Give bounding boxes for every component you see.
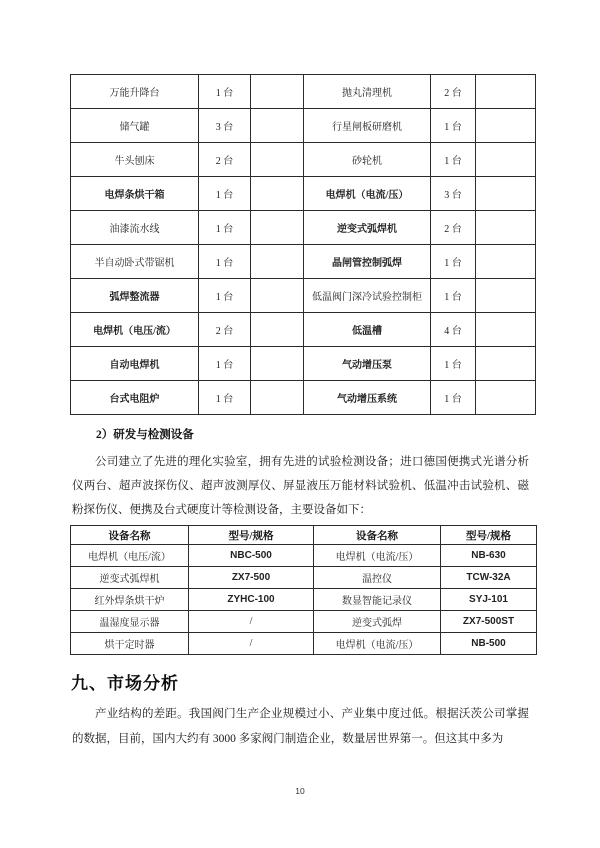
market-analysis-paragraph: 产业结构的差距。我国阀门生产企业规模过小、产业集中度过低。根据沃茨公司掌握的数据，目前，国内大约有 3000 多家阀门制造企业，数量居世界第一。但这其中多为 (72, 708, 529, 745)
equipment-name-cell: 半自动卧式带锯机 (71, 245, 199, 279)
model-spec-cell: ZYHC-100 (189, 589, 314, 611)
equipment-row (71, 313, 536, 347)
model-spec-cell: SYJ-101 (441, 589, 537, 611)
equipment-row (71, 75, 536, 109)
equipment-name-cell: 自动电焊机 (71, 347, 199, 381)
model-spec-cell: / (189, 611, 314, 633)
equipment-name-cell: 电焊条烘干箱 (71, 177, 199, 211)
empty-cell (251, 381, 304, 415)
model-spec-cell: ZX7-500 (189, 567, 314, 589)
model-spec-cell: TCW-32A (441, 567, 537, 589)
quantity-cell: 1 台 (431, 381, 476, 415)
device-name-cell: 电焊机（电压/流） (71, 545, 189, 567)
equipment-row (71, 245, 536, 279)
detection-row (71, 611, 537, 633)
quantity-cell: 2 台 (431, 211, 476, 245)
detection-row (71, 567, 537, 589)
empty-cell (251, 313, 304, 347)
quantity-cell: 1 台 (431, 245, 476, 279)
quantity-cell: 2 台 (431, 75, 476, 109)
device-name-cell: 数显智能记录仪 (314, 589, 441, 611)
empty-cell (251, 75, 304, 109)
quantity-cell: 2 台 (199, 143, 251, 177)
detection-row (71, 545, 537, 567)
model-spec-cell: / (189, 633, 314, 655)
empty-cell (476, 381, 536, 415)
equipment-row (71, 143, 536, 177)
equipment-row (71, 381, 536, 415)
model-spec-cell: NB-500 (441, 633, 537, 655)
detection-table-header-row (71, 526, 537, 545)
empty-cell (251, 347, 304, 381)
empty-cell (476, 109, 536, 143)
quantity-cell: 1 台 (431, 279, 476, 313)
empty-cell (251, 245, 304, 279)
device-name-cell: 温控仪 (314, 567, 441, 589)
equipment-name-cell: 电焊机（电压/流） (71, 313, 199, 347)
equipment-row (71, 279, 536, 313)
quantity-cell: 1 台 (199, 75, 251, 109)
device-name-cell: 逆变式弧焊 (314, 611, 441, 633)
header-device-name: 设备名称 (314, 526, 441, 545)
equipment-table-rows (71, 75, 536, 415)
equipment-name-cell: 万能升降台 (71, 75, 199, 109)
header-device-name: 设备名称 (71, 526, 189, 545)
equipment-name-cell: 低温阀门深冷试验控制柜 (304, 279, 431, 313)
detection-row (71, 589, 537, 611)
equipment-name-cell: 气动增压泵 (304, 347, 431, 381)
empty-cell (476, 143, 536, 177)
quantity-cell: 1 台 (431, 347, 476, 381)
empty-cell (251, 177, 304, 211)
empty-cell (476, 211, 536, 245)
production-equipment-table (70, 74, 536, 415)
detection-equipment-table (70, 525, 537, 655)
quantity-cell: 1 台 (199, 211, 251, 245)
equipment-row (71, 347, 536, 381)
quantity-cell: 1 台 (431, 143, 476, 177)
empty-cell (476, 279, 536, 313)
empty-cell (476, 347, 536, 381)
equipment-row (71, 109, 536, 143)
device-name-cell: 逆变式弧焊机 (71, 567, 189, 589)
equipment-name-cell: 抛丸清理机 (304, 75, 431, 109)
equipment-name-cell: 逆变式弧焊机 (304, 211, 431, 245)
page-number: 10 (295, 786, 305, 796)
empty-cell (476, 177, 536, 211)
quantity-cell: 4 台 (431, 313, 476, 347)
header-model-spec: 型号/规格 (441, 526, 537, 545)
section-heading-rd-equipment: 2）研发与检测设备 (96, 429, 194, 441)
section-heading-market-analysis: 九、市场分析 (71, 674, 179, 693)
equipment-row (71, 211, 536, 245)
model-spec-cell: NBC-500 (189, 545, 314, 567)
device-name-cell: 电焊机（电流/压） (314, 545, 441, 567)
quantity-cell: 1 台 (199, 177, 251, 211)
detection-table-rows (71, 545, 537, 655)
empty-cell (476, 313, 536, 347)
equipment-name-cell: 低温槽 (304, 313, 431, 347)
model-spec-cell: ZX7-500ST (441, 611, 537, 633)
detection-row (71, 633, 537, 655)
device-name-cell: 烘干定时器 (71, 633, 189, 655)
quantity-cell: 1 台 (431, 109, 476, 143)
header-model-spec: 型号/规格 (189, 526, 314, 545)
quantity-cell: 2 台 (199, 313, 251, 347)
equipment-name-cell: 弧焊整流器 (71, 279, 199, 313)
empty-cell (251, 143, 304, 177)
quantity-cell: 1 台 (199, 245, 251, 279)
quantity-cell: 1 台 (199, 279, 251, 313)
rd-equipment-paragraph: 公司建立了先进的理化实验室，拥有先进的试验检测设备；进口德国便携式光谱分析仪两台、超声波探伤仪、超声波测厚仪、屏显液压万能材料试验机、低温冲击试验机、磁粉探伤仪、便携及台式硬度计等检测设备，主要设备如下： (72, 456, 529, 516)
equipment-name-cell: 台式电阻炉 (71, 381, 199, 415)
device-name-cell: 红外焊条烘干炉 (71, 589, 189, 611)
empty-cell (476, 75, 536, 109)
empty-cell (251, 109, 304, 143)
equipment-row (71, 177, 536, 211)
quantity-cell: 1 台 (199, 381, 251, 415)
quantity-cell: 3 台 (431, 177, 476, 211)
equipment-name-cell: 油漆流水线 (71, 211, 199, 245)
empty-cell (476, 245, 536, 279)
quantity-cell: 1 台 (199, 347, 251, 381)
device-name-cell: 温湿度显示器 (71, 611, 189, 633)
device-name-cell: 电焊机（电流/压） (314, 633, 441, 655)
equipment-name-cell: 晶闸管控制弧焊 (304, 245, 431, 279)
equipment-name-cell: 电焊机（电流/压） (304, 177, 431, 211)
empty-cell (251, 279, 304, 313)
equipment-name-cell: 储气罐 (71, 109, 199, 143)
equipment-name-cell: 行星闸板研磨机 (304, 109, 431, 143)
equipment-name-cell: 气动增压系统 (304, 381, 431, 415)
model-spec-cell: NB-630 (441, 545, 537, 567)
empty-cell (251, 211, 304, 245)
equipment-name-cell: 牛头刨床 (71, 143, 199, 177)
quantity-cell: 3 台 (199, 109, 251, 143)
equipment-name-cell: 砂轮机 (304, 143, 431, 177)
